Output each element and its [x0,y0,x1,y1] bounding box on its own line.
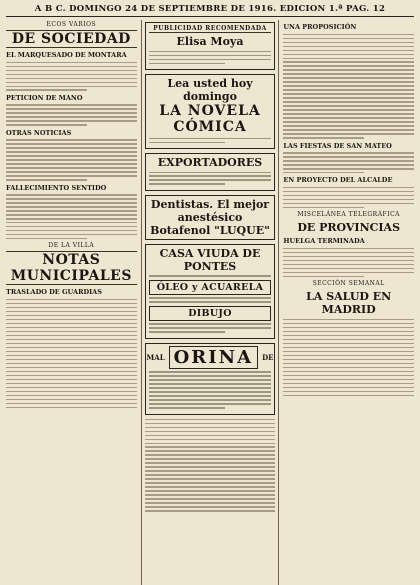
article-body [283,248,414,277]
article-body [283,319,414,396]
advertisement [145,343,276,415]
ad-title: Lea usted hoy domingo [167,76,253,103]
article-body [283,187,414,208]
ad-section-tag: PUBLICIDAD RECOMENDADA [149,25,272,33]
ad-title: Dentistas. El mejor anestésico Botafenol "LUQUE" [150,197,270,237]
ad-title: Elisa Moya [176,35,244,48]
article-body [6,194,137,239]
section-heading-provincias: DE PROVINCIAS [297,221,401,235]
section-heading-notas-municipales: NOTAS MUNICIPALES [6,251,137,285]
article-subheading: TRASLADO DE GUARDIAS [6,288,102,297]
section-kicker: MISCELÁNEA TELEGRÁFICA [297,211,400,219]
article-body [6,139,137,180]
section-kicker: SECCIÓN SEMANAL [312,280,385,288]
article-body [145,419,276,512]
advertisement [145,153,276,191]
ad-title: CASA VIUDA DE PONTES [159,246,261,273]
ad-box-title: DIBUJO [149,306,272,321]
ad-title-left: MAL [146,352,165,362]
article-subheading: EN PROYECTO DEL ALCALDE [283,176,393,185]
article-body [6,104,137,125]
article-body [283,34,414,139]
ad-title: ORINA [169,346,258,369]
column-middle [141,20,280,585]
article-subheading: LAS FIESTAS DE SAN MATEO [283,141,392,150]
section-heading-sociedad: DE SOCIEDAD [6,30,137,48]
article-body [283,152,414,173]
advertisement [145,195,276,240]
article-body [6,62,137,91]
ad-title: EXPORTADORES [157,155,263,169]
ad-title: LA NOVELA CÓMICA [159,102,261,135]
ad-title-right: DE [262,352,274,362]
masthead: A B C. DOMINGO 24 DE SEPTIEMBRE DE 1916. EDICION 1.ª PAG. 12 [6,4,414,17]
columns [6,20,414,585]
article-body [6,299,137,408]
section-kicker: DE LA VILLA [48,242,95,250]
section-kicker: ECOS VARIOS [46,21,97,28]
article-subheading: EL MARQUESADO DE MONTARA [6,51,127,59]
ad-box-title: ÓLEO y ACUARELA [149,280,272,295]
section-heading-salud: LA SALUD EN MADRID [306,290,392,317]
ad-title-row [146,346,274,369]
article-subheading: FALLECIMIENTO SENTIDO [6,183,107,192]
advertisement [145,74,276,149]
article-subheading: PETICION DE MANO [6,93,83,102]
column-right [283,20,414,585]
article-subheading: UNA PROPOSICIÓN [283,23,357,31]
advertisement [145,244,276,339]
article-subheading: HUELGA TERMINADA [283,237,365,246]
advertisement [145,22,276,70]
column-left [6,20,137,585]
article-subheading: OTRAS NOTICIAS [6,128,72,137]
